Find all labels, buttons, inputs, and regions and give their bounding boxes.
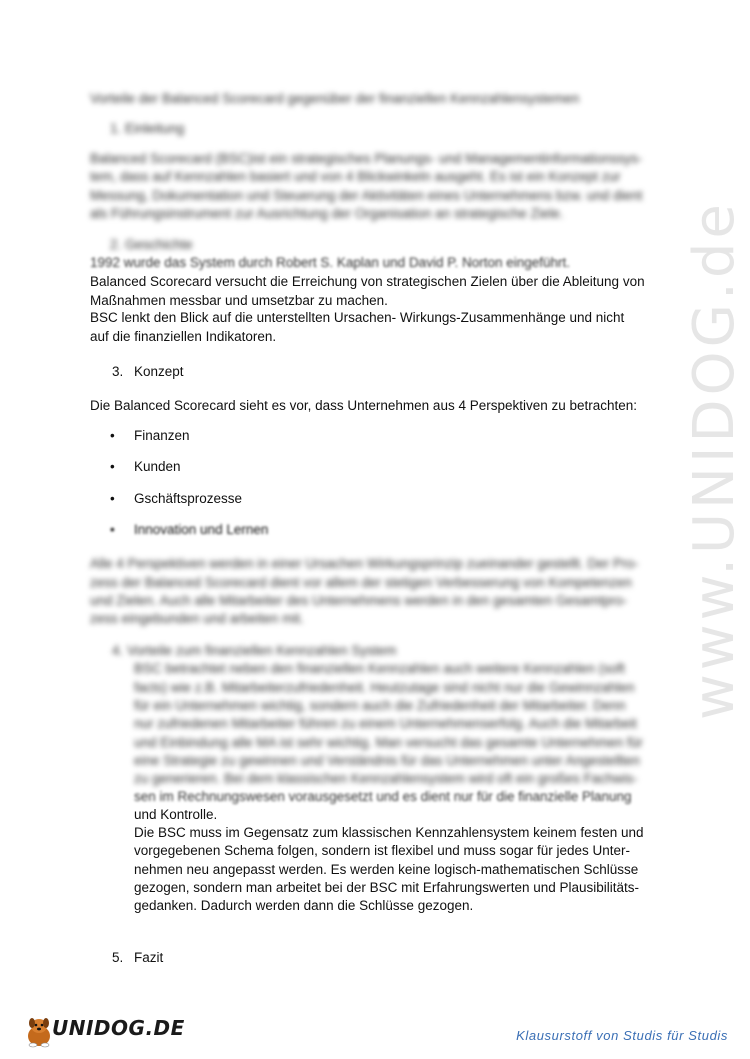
bullet-item: • Kunden [134,457,181,477]
section-4-line: gedanken. Dadurch werden dann die Schlüsse gezogen. [134,898,474,913]
section-1-line: als Führungsinstrument zur Ausrichtung der Organisation an strategische Ziele. [90,206,564,221]
section-4-line: gezogen, sondern man arbeitet bei der BSC mit Erfahrungswerten und Plausibilitäts- [134,880,640,895]
section-5-number: 5. [112,950,124,965]
dog-logo-icon [24,1014,54,1048]
section-2-heading: 2. Geschichte [110,237,193,252]
section-3-intro: Die Balanced Scorecard sieht es vor, dass Unternehmen aus 4 Perspektiven zu betrachten: [90,398,638,413]
section-1-line: Balanced Scorecard (BSC)ist ein strategisches Planungs- und Managementinformationssys- [90,151,643,166]
section-3-heading: Konzept [134,364,184,379]
footer-tagline: Klausurstoff von Studis für Studis [516,1028,728,1043]
section-4-blurred-line: und Einbindung alle MA ist sehr wichtig. Man versucht das gesamte Unternehmen für [134,735,643,750]
bullet-item: • Gschäftsprozesse [134,489,242,509]
section-2-line: auf die finanziellen Indikatoren. [90,329,277,344]
section-4-line: Die BSC muss im Gegensatz zum klassischen Kennzahlensystem keinem festen und [134,825,644,840]
section-3-blurred-line: zess der Balanced Scorecard dient vor allem der stetigen Verbesserung von Kompetenzen [90,575,632,590]
section-2-line: Balanced Scorecard versucht die Erreichung von strategischen Zielen über die Ableitung von [90,274,645,289]
section-1-heading: 1. Einleitung [110,121,185,136]
section-4-heading: 4. Vorteile zum finanziellen Kennzahlen System [112,643,397,658]
section-2-line: Maßnahmen messbar und umsetzbar zu machen. [90,293,388,308]
section-4-blurred-line: BSC betrachtet neben den finanziellen Kennzahlen auch weitere Kennzahlen (soft [134,661,625,676]
section-3-blurred-line: Alle 4 Perspektiven werden in einer Ursachen Wirkungsprinzip zueinander gestellt. Der Pro- [90,556,639,571]
section-5-heading: Fazit [134,950,164,965]
section-4-line: und Kontrolle. [134,807,218,822]
section-3-blurred-line: zess eingebunden und arbeiten mit. [90,611,304,626]
watermark: www.UNIDOG.de [682,200,747,720]
section-4-line: nehmen neu angepasst werden. Es werden keine logisch-mathematischen Schlüsse [134,862,639,877]
section-4-blurred-line: eine Strategie zu gewinnen und Verständnis für das Unternehmen unter Angestellten [134,753,640,768]
section-2-line: BSC lenkt den Blick auf die unterstellten Ursachen- Wirkungs-Zusammenhänge und nicht [90,310,625,325]
section-4-blurred-line: zu generieren. Bei dem klassischen Kennzahlensystem wird oft ein großes Fachwis- [134,771,638,786]
section-1-line: Messung, Dokumentation und Steuerung der Aktivitäten eines Unternehmens bzw. und dient [90,188,643,203]
section-4-blurred-line: facts) wie z.B. Mitarbeiterzufriedenheit. Heutzutage sind nicht nur die Gewinnzahlen [134,680,635,695]
section-4-partial-line: sen im Rechnungswesen vorausgesetzt und es dient nur für die finanzielle Planung [134,789,632,804]
section-3-number: 3. [112,364,124,379]
section-4-blurred-line: nur zufriedenen Mitarbeiter führen zu einem Unternehmenserfolg. Auch die Mitarbeit [134,716,637,731]
section-4-blurred-line: für ein Unternehmen wichtig, sondern auch die Zufriedenheit der Mitarbeiter. Denn [134,698,626,713]
section-4-line: vorgegebenen Schema folgen, sondern ist flexibel und muss sogar für jedes Unter- [134,843,631,858]
section-1-line: tem, dass auf Kennzahlen basiert und von 4 Blickwinkeln ausgeht. Es ist ein Konzept zur [90,169,621,184]
bullet-item: • Innovation und Lernen [134,520,268,540]
section-3-blurred-line: und Zielen. Auch alle Mitarbeiter des Unternehmens werden in den gesamten Gesamtpro- [90,593,628,608]
section-2-partial-line: 1992 wurde das System durch Robert S. Kaplan und David P. Norton eingeführt. [90,255,571,270]
document-title: Vorteile der Balanced Scorecard gegenüber der finanziellen Kennzahlensystemen [90,91,580,106]
logo-text: UNIDOG.DE [52,1016,185,1040]
bullet-item: • Finanzen [134,426,190,446]
